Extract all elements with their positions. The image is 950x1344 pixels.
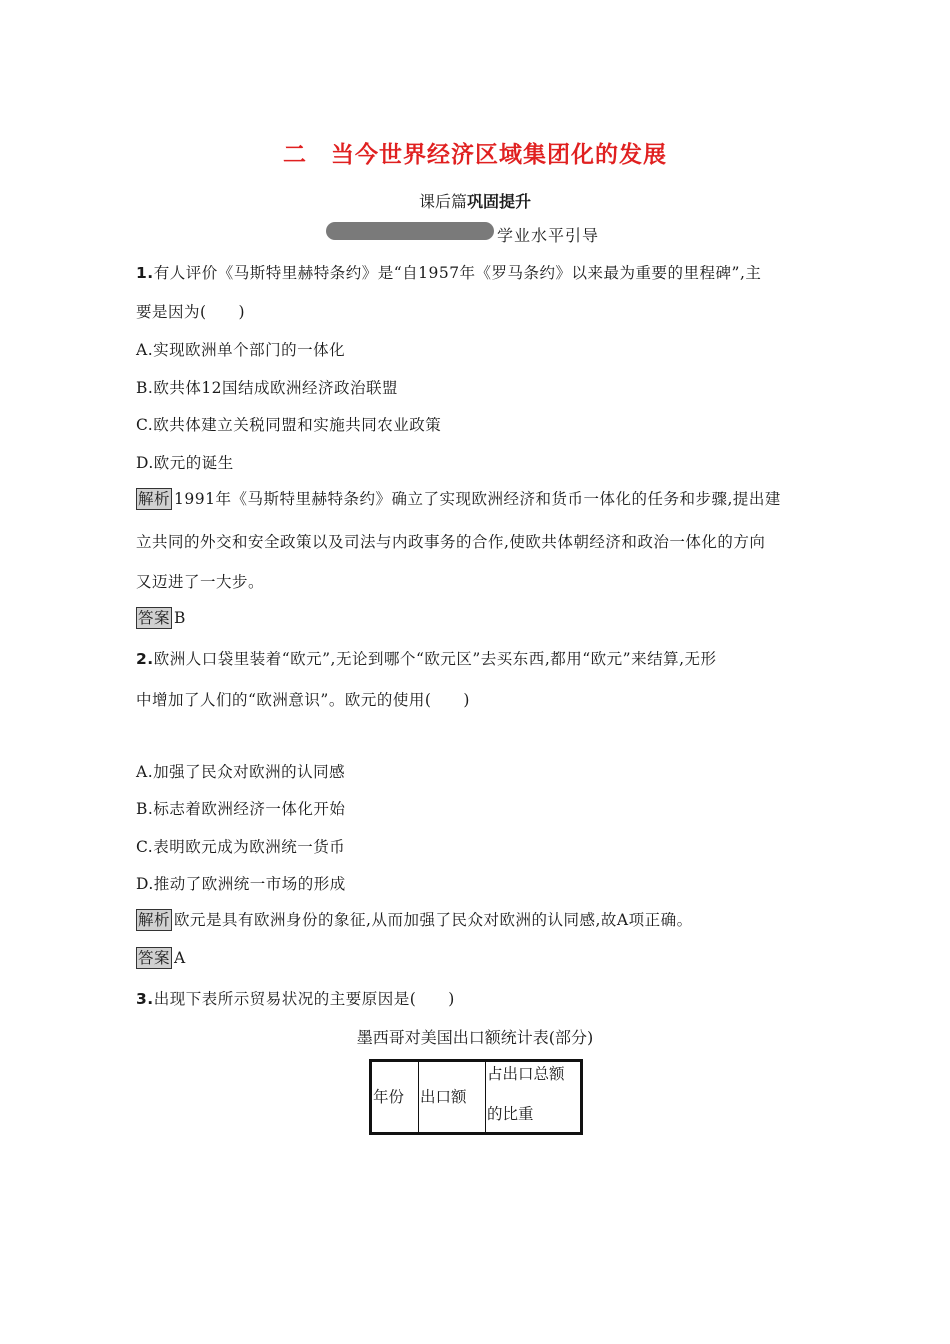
level-banner-bar xyxy=(326,222,494,240)
q1-option-a: A.实现欧洲单个部门的一体化 xyxy=(136,341,346,359)
header-share-line2: 的比重 xyxy=(487,1105,534,1123)
q1-analysis-line3: 又迈进了一大步。 xyxy=(136,573,265,591)
q3-number: 3. xyxy=(136,990,154,1008)
page-title: 二 当今世界经济区域集团化的发展 xyxy=(283,142,667,168)
q2-analysis xyxy=(136,908,693,931)
q1-option-b: B.欧共体12国结成欧洲经济政治联盟 xyxy=(136,379,399,397)
q1-stem-line1 xyxy=(136,261,761,283)
q2-option-b: B.标志着欧洲经济一体化开始 xyxy=(136,800,346,818)
q2-option-d: D.推动了欧洲统一市场的形成 xyxy=(136,875,346,893)
q1-number: 1. xyxy=(136,264,154,282)
q2-option-c: C.表明欧元成为欧洲统一货币 xyxy=(136,838,346,856)
q1-stem-text1: 有人评价《马斯特里赫特条约》是“自1957年《罗马条约》以来最为重要的里程碑”,主 xyxy=(153,264,762,282)
q2-stem-line2: 中增加了人们的“欧洲意识”。欧元的使用( ) xyxy=(136,691,470,709)
table-header-row xyxy=(371,1061,582,1134)
header-share-line1: 占出口总额 xyxy=(487,1065,565,1083)
q2-number: 2. xyxy=(136,650,154,668)
q1-stem-line2: 要是因为( ) xyxy=(136,303,246,321)
subtitle-bold: 巩固提升 xyxy=(467,192,532,211)
q1-analysis-line1 xyxy=(136,487,781,510)
q2-answer xyxy=(136,947,186,969)
header-year: 年份 xyxy=(371,1061,419,1134)
subtitle-prefix: 课后篇 xyxy=(418,192,467,211)
table-caption: 墨西哥对美国出口额统计表(部分) xyxy=(356,1028,594,1047)
q2-stem-line1 xyxy=(136,647,717,669)
q1-analysis-text1: 1991年《马斯特里赫特条约》确立了实现欧洲经济和货币一体化的任务和步骤,提出建 xyxy=(174,490,781,508)
header-export-amount: 出口额 xyxy=(419,1061,486,1134)
analysis-tag: 解析 xyxy=(138,911,171,929)
q1-option-c: C.欧共体建立关税同盟和实施共同农业政策 xyxy=(136,416,442,434)
q3-stem-text: 出现下表所示贸易状况的主要原因是( ) xyxy=(153,990,455,1008)
q3-stem xyxy=(136,987,455,1009)
q2-stem-text1: 欧洲人口袋里装着“欧元”,无论到哪个“欧元区”去买东西,都用“欧元”来结算,无形 xyxy=(153,650,717,668)
header-share xyxy=(486,1061,582,1134)
q2-answer-value: A xyxy=(174,949,186,967)
q2-analysis-text: 欧元是具有欧洲身份的象征,从而加强了民众对欧洲的认同感,故A项正确。 xyxy=(174,911,693,929)
q1-answer-value: B xyxy=(174,609,186,627)
answer-tag: 答案 xyxy=(138,949,171,967)
q2-option-a: A.加强了民众对欧洲的认同感 xyxy=(136,763,346,781)
answer-tag: 答案 xyxy=(138,609,171,627)
section-subtitle xyxy=(0,189,950,212)
export-table xyxy=(369,1059,583,1135)
q1-option-d: D.欧元的诞生 xyxy=(136,454,234,472)
analysis-tag: 解析 xyxy=(138,490,171,508)
q1-answer xyxy=(136,607,186,629)
level-banner-label: 学业水平引导 xyxy=(497,226,600,245)
q1-analysis-line2: 立共同的外交和安全政策以及司法与内政事务的合作,使欧共体朝经济和政治一体化的方向 xyxy=(136,533,766,551)
